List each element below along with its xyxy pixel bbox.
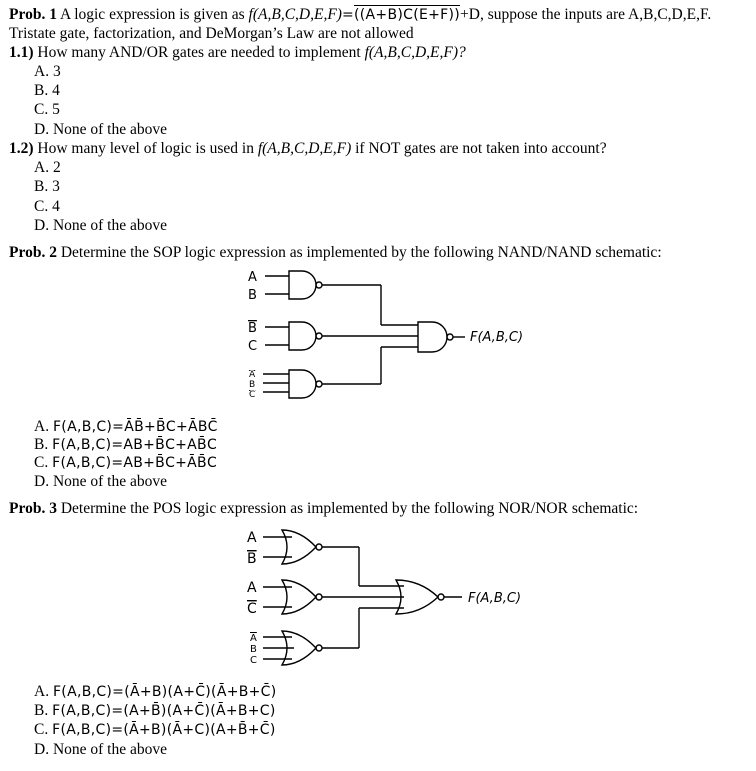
q2-option-d: D. None of the above — [34, 217, 167, 234]
prob3-option-b: B. F(A,B,C)=(A+B̄)(A+C̄)(Ā+B+C) — [34, 702, 276, 719]
q1-option-c: C. 5 — [34, 101, 60, 118]
prob3-option-a: A. F(A,B,C)=(Ā+B)(A+C̄)(Ā+B+C̄) — [34, 683, 277, 700]
prob1-intro-text: A logic expression is given as — [59, 6, 245, 23]
q2-func: f(A,B,C,D,E,F) — [257, 140, 352, 157]
q2-option-b: B. 3 — [34, 178, 60, 195]
q2-label: 1.2) — [9, 140, 34, 157]
prob2-option-d: D. None of the above — [34, 473, 167, 490]
prob3-title: Prob. 3 — [9, 500, 57, 517]
prob1-intro-line2: Tristate gate, factorization, and DeMorgan’s Law are not allowed — [9, 25, 414, 42]
nand-input-4: C — [248, 339, 258, 354]
prob2-text: Determine the SOP logic expression as implemented by the following NAND/NAND schematic: — [60, 244, 662, 261]
q2-option-a: A. 2 — [34, 159, 61, 176]
nor-gate-2 — [282, 580, 316, 614]
q2-text: How many level of logic is used in — [37, 140, 254, 157]
nor-input-7: C — [250, 655, 257, 666]
nand-input-1: A — [248, 270, 257, 285]
prob2-option-a: A. F(A,B,C)=ĀB̄+B̄C+ĀBC̄ — [34, 418, 218, 435]
prob2-option-b: B. F(A,B,C)=AB+B̄C+AB̄C — [34, 436, 218, 453]
q1-option-b: B. 4 — [34, 82, 60, 99]
q2-option-c: C. 4 — [34, 198, 60, 215]
nor-gate-3 — [282, 631, 316, 665]
prob2-title: Prob. 2 — [9, 244, 57, 261]
nor-output-label: F(A,B,C) — [468, 591, 522, 606]
nand-input-5: A — [249, 370, 256, 380]
q1-text: How many AND/OR gates are needed to implement — [37, 44, 361, 61]
prob2-option-c: C. F(A,B,C)=AB+B̄C+ĀB̄C — [34, 454, 218, 471]
prob1-title: Prob. 1 — [9, 6, 57, 23]
prob3-option-c: C. F(A,B,C)=(Ā+B)(Ā+C)(A+B̄+C̄) — [34, 721, 276, 738]
nand-input-6: B — [249, 380, 256, 390]
q1-label: 1.1) — [9, 44, 34, 61]
prob3-option-d: D. None of the above — [34, 741, 167, 758]
nor-input-3: A — [247, 580, 257, 596]
prob1-expr: =((A+B)C(E+F)) — [341, 7, 461, 23]
nand-input-2: B — [248, 288, 257, 303]
nor-input-1: A — [247, 530, 257, 546]
nor-input-2: B — [247, 551, 257, 567]
nor-input-4: C — [247, 601, 257, 617]
q2-tail: if NOT gates are not taken into account? — [355, 140, 607, 157]
q1-func: f(A,B,C,D,E,F)? — [364, 44, 466, 61]
q1-option-d: D. None of the above — [34, 121, 167, 138]
nand-input-7: C — [249, 390, 256, 400]
prob1-func: f(A,B,C,D,E,F) — [248, 6, 342, 23]
prob1-expr-tail: +D, suppose the inputs are A,B,C,D,E,F. — [460, 6, 712, 23]
q1-option-a: A. 3 — [34, 63, 61, 80]
prob3-text: Determine the POS logic expression as implemented by the following NOR/NOR schematic: — [60, 500, 639, 517]
nand-input-3: B — [248, 321, 257, 336]
nor-gate-1 — [282, 530, 316, 564]
nor-input-5: A — [250, 633, 257, 644]
nor-input-6: B — [250, 644, 257, 655]
nand-output-label: F(A,B,C) — [470, 330, 524, 345]
